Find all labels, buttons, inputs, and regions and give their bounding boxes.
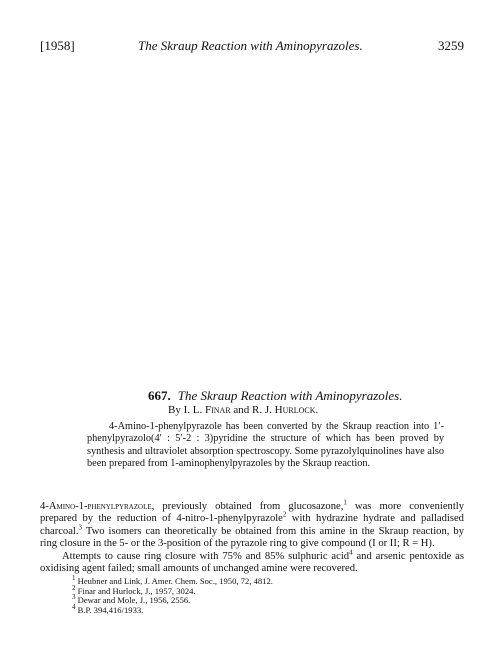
footnote-text: Finar and Hurlock, J., 1957, 3024. bbox=[77, 585, 196, 596]
ref-4: 4 bbox=[349, 548, 353, 557]
footnote-number: 1 bbox=[72, 574, 76, 583]
footnote-number: 4 bbox=[72, 602, 76, 611]
article-number: 667. bbox=[148, 388, 171, 403]
p1-text-c: with hydrazine hydrate and palladised charcoal. bbox=[40, 513, 464, 537]
paragraph-2 bbox=[40, 548, 464, 576]
ref-2: 2 bbox=[282, 510, 287, 519]
p1-text-a: previously obtained from glucosazone, bbox=[154, 501, 344, 512]
footnote-text: Heubner and Link, J. Amer. Chem. Soc., 1950, 72, 4812. bbox=[77, 576, 273, 586]
running-title: The Skraup Reaction with Aminopyrazoles. bbox=[138, 38, 363, 53]
footnote bbox=[72, 602, 464, 616]
p1-text-d: Two isomers can theoretically be obtained from this amine in the Skraup reaction, by ring closure in the 5- or the 3-position of the pyrazole ring to give compound (I or II; R = H). bbox=[40, 525, 464, 550]
article-title: The Skraup Reaction with Aminopyrazoles. bbox=[177, 388, 403, 403]
journal-year: [1958] bbox=[40, 38, 75, 53]
abstract-text: 4-Amino-1-phenylpyrazole has been converted by the Skraup reaction into 1′-phenylpyrazolo(4′ : 5′-2 : 3)pyridine the structure of which has been proved by synthesis and ultraviolet absorption spectroscopy. Some pyrazolylquinolines have also been prepared from 1-aminophenylpyrazoles by the Skraup reaction. bbox=[87, 421, 444, 469]
p1-text-b: was more conveniently prepared by the reduction of 4-nitro-1-phenylpyrazole bbox=[40, 501, 464, 525]
byline-by: By I. L. bbox=[168, 404, 203, 416]
running-header bbox=[40, 38, 464, 54]
byline bbox=[168, 404, 318, 416]
footnotes bbox=[72, 574, 464, 615]
byline-end: . bbox=[315, 404, 319, 416]
page-number: 3259 bbox=[438, 38, 464, 53]
footnote-text: B.P. 394,416/1933. bbox=[77, 604, 144, 615]
p2-text-b: and arsenic pentoxide as oxidising agent failed; small amounts of unchanged amine were recovered. bbox=[40, 550, 464, 575]
body-text bbox=[40, 498, 464, 575]
byline-and: and R. J. bbox=[233, 404, 272, 416]
abstract bbox=[87, 421, 444, 470]
author-1-surname: Finar bbox=[204, 404, 231, 416]
author-2-surname: Hurlock bbox=[274, 404, 316, 416]
lead-compound: 4-Amino-1-phenylpyrazole, bbox=[40, 501, 155, 512]
footnote-text: Dewar and Mole, J., 1956, 2556. bbox=[77, 595, 191, 606]
ref-3: 3 bbox=[78, 523, 83, 532]
footnote-number: 3 bbox=[72, 593, 76, 602]
p2-text-a: Attempts to cause ring closure with 75% and 85% sulphuric acid bbox=[62, 550, 350, 562]
paragraph-1 bbox=[40, 498, 464, 551]
article-title-line bbox=[148, 388, 402, 404]
ref-1: 1 bbox=[343, 498, 347, 507]
footnote-number: 2 bbox=[72, 583, 76, 592]
